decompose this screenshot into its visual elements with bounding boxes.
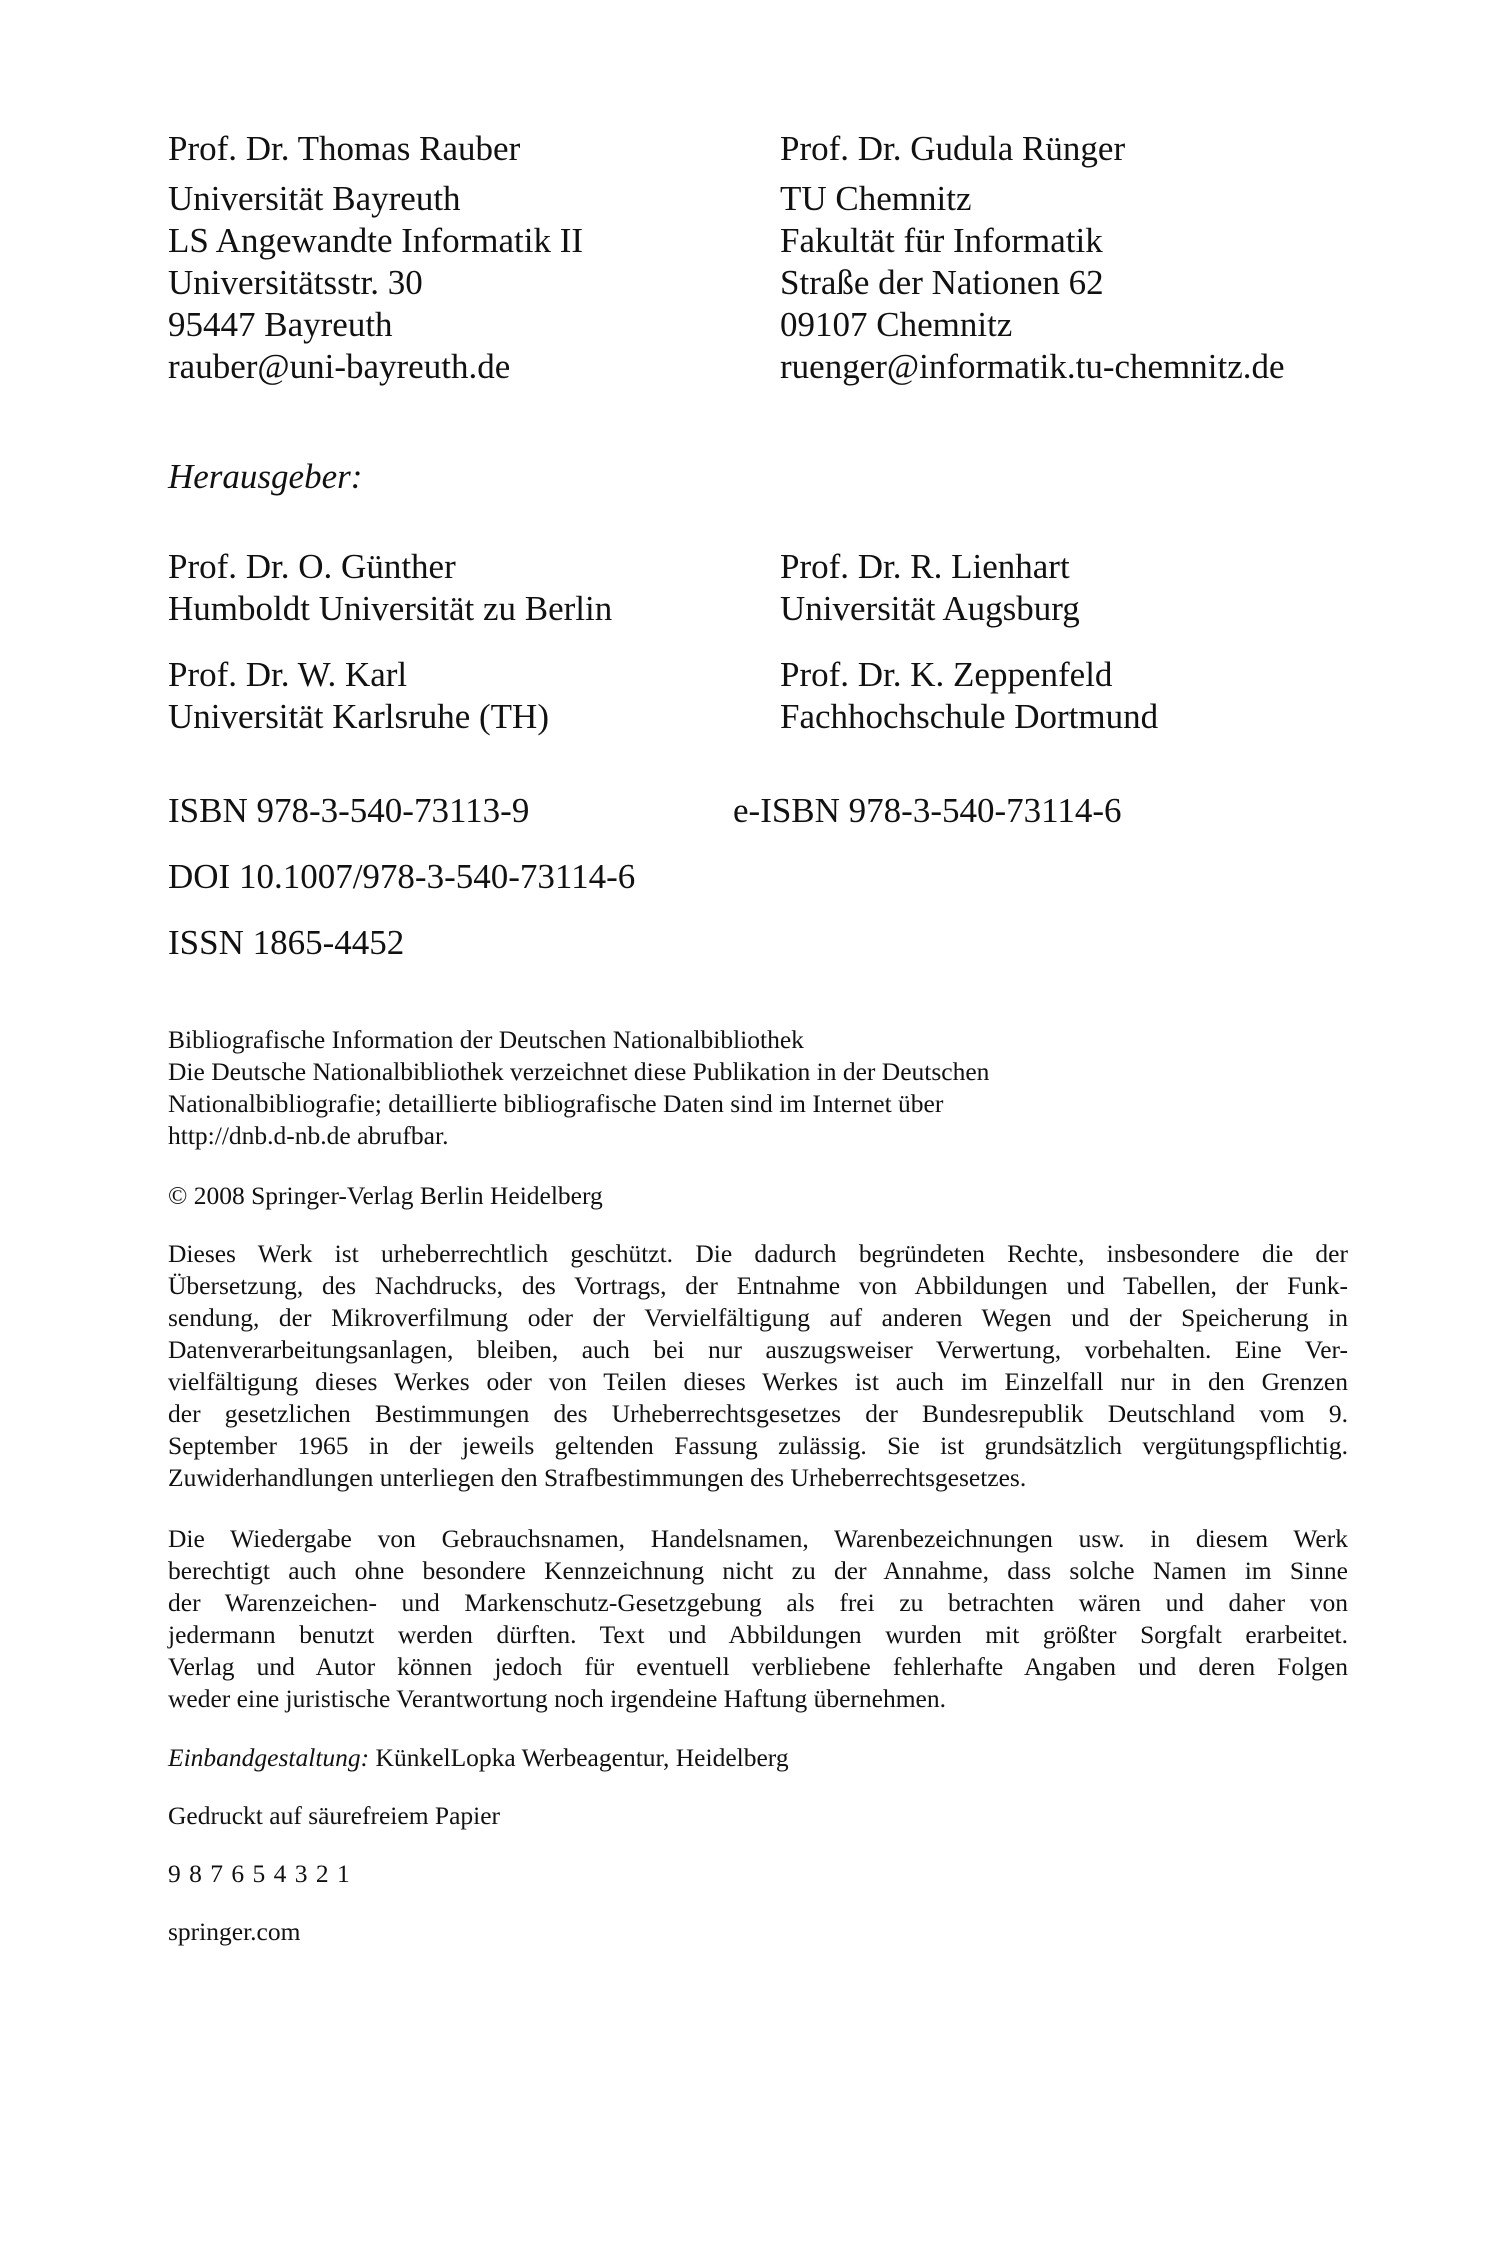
paragraph-line: September 1965 in der jeweils geltenden Fassung zulässig. Sie ist grundsätzlich vergütungspflichtig. <box>168 1431 1348 1460</box>
author-email: ruenger@informatik.tu-chemnitz.de <box>780 347 1285 386</box>
cover-design-label: Einbandgestaltung: <box>168 1743 370 1772</box>
paragraph-line: der gesetzlichen Bestimmungen des Urheberrechtsgesetzes der Bundesrepublik Deutschland vom 9. <box>168 1399 1348 1428</box>
issn: ISSN 1865-4452 <box>168 923 405 962</box>
editor-name: Prof. Dr. O. Günther <box>168 547 456 586</box>
editor-affiliation: Universität Karlsruhe (TH) <box>168 697 549 736</box>
paragraph-line: Verlag und Autor können jedoch für eventuell verbliebene fehlerhafte Angaben und deren Folgen <box>168 1652 1348 1681</box>
editor-block-karl <box>168 654 549 738</box>
eisbn: e-ISBN 978-3-540-73114-6 <box>733 791 1122 830</box>
paragraph-line: sendung, der Mikroverfilmung oder der Vervielfältigung auf anderen Wegen und der Speicherung in <box>168 1303 1348 1332</box>
author-name: Prof. Dr. Thomas Rauber <box>168 129 521 168</box>
author-address-line: TU Chemnitz <box>780 179 972 218</box>
trademark-paragraph <box>168 1523 1348 1715</box>
bibliographic-info <box>168 1024 989 1152</box>
author-address-line: Universität Bayreuth <box>168 179 461 218</box>
paragraph-line: weder eine juristische Verantwortung noch irgendeine Haftung übernehmen. <box>168 1684 946 1713</box>
author-address-line: LS Angewandte Informatik II <box>168 221 584 260</box>
editor-block-guenther <box>168 546 612 630</box>
bibliographic-line: Bibliografische Information der Deutschen Nationalbibliothek <box>168 1025 804 1054</box>
editor-name: Prof. Dr. R. Lienhart <box>780 547 1070 586</box>
copyright-notice: © 2008 Springer-Verlag Berlin Heidelberg <box>168 1181 603 1210</box>
author-address-line: Fakultät für Informatik <box>780 221 1103 260</box>
bibliographic-line: http://dnb.d-nb.de abrufbar. <box>168 1121 449 1150</box>
author-block-ruenger <box>780 128 1285 388</box>
bibliographic-line: Nationalbibliografie; detaillierte bibliografische Daten sind im Internet über <box>168 1089 944 1118</box>
paragraph-line: Datenverarbeitungsanlagen, bleiben, auch bei nur auszugsweiser Verwertung, vorbehalten. Eine Ver- <box>168 1335 1348 1364</box>
editor-affiliation: Humboldt Universität zu Berlin <box>168 589 613 628</box>
doi: DOI 10.1007/978-3-540-73114-6 <box>168 857 636 896</box>
paragraph-line: berechtigt auch ohne besondere Kennzeichnung nicht zu der Annahme, dass solche Namen im Sinne <box>168 1556 1348 1585</box>
paragraph-line: Übersetzung, des Nachdrucks, des Vortrags, der Entnahme von Abbildungen und Tabellen, der Funk- <box>168 1271 1348 1300</box>
isbn: ISBN 978-3-540-73113-9 <box>168 791 530 830</box>
editor-affiliation: Universität Augsburg <box>780 589 1080 628</box>
author-email: rauber@uni-bayreuth.de <box>168 347 511 386</box>
author-address-line: Straße der Nationen 62 <box>780 263 1104 302</box>
paragraph-line: jedermann benutzt werden dürften. Text und Abbildungen wurden mit größter Sorgfalt erarbeitet. <box>168 1620 1348 1649</box>
publisher-website: springer.com <box>168 1917 301 1946</box>
editor-name: Prof. Dr. W. Karl <box>168 655 408 694</box>
author-address-line: 09107 Chemnitz <box>780 305 1013 344</box>
author-address-line: 95447 Bayreuth <box>168 305 393 344</box>
paragraph-line: Die Wiedergabe von Gebrauchsnamen, Handelsnamen, Warenbezeichnungen usw. in diesem Werk <box>168 1524 1348 1553</box>
cover-design-credit <box>168 1742 789 1774</box>
paragraph-line: Dieses Werk ist urheberrechtlich geschützt. Die dadurch begründeten Rechte, insbesondere die der <box>168 1239 1348 1268</box>
author-address-line: Universitätsstr. 30 <box>168 263 423 302</box>
paper-note: Gedruckt auf säurefreiem Papier <box>168 1801 501 1830</box>
print-line: 9 8 7 6 5 4 3 2 1 <box>168 1859 351 1888</box>
editor-affiliation: Fachhochschule Dortmund <box>780 697 1159 736</box>
rights-paragraph <box>168 1238 1348 1494</box>
paragraph-line: der Warenzeichen- und Markenschutz-Gesetzgebung als frei zu betrachten wären und daher von <box>168 1588 1348 1617</box>
cover-design-value: KünkelLopka Werbeagentur, Heidelberg <box>369 1743 789 1772</box>
editor-block-lienhart <box>780 546 1080 630</box>
editor-name: Prof. Dr. K. Zeppenfeld <box>780 655 1113 694</box>
editors-heading: Herausgeber: <box>168 457 363 496</box>
paragraph-line: Zuwiderhandlungen unterliegen den Strafbestimmungen des Urheberrechtsgesetzes. <box>168 1463 1027 1492</box>
author-name: Prof. Dr. Gudula Rünger <box>780 129 1126 168</box>
author-block-rauber <box>168 128 583 388</box>
editor-block-zeppenfeld <box>780 654 1158 738</box>
bibliographic-line: Die Deutsche Nationalbibliothek verzeichnet diese Publikation in der Deutschen <box>168 1057 990 1086</box>
paragraph-line: vielfältigung dieses Werkes oder von Teilen dieses Werkes ist auch im Einzelfall nur in den Grenzen <box>168 1367 1348 1396</box>
